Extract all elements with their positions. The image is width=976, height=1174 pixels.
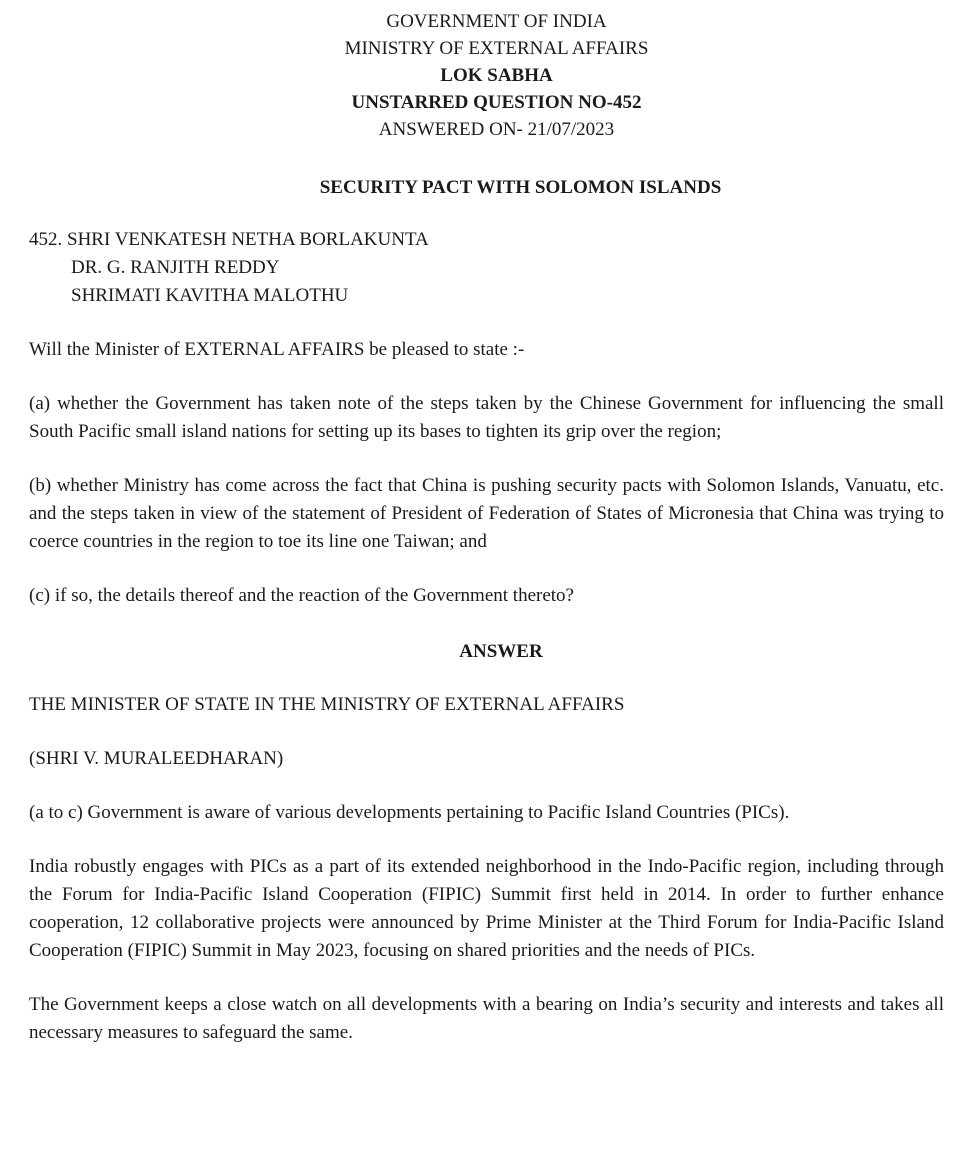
minister-name: (SHRI V. MURALEEDHARAN)	[29, 748, 284, 769]
answered-date-line: ANSWERED ON- 21/07/2023	[378, 119, 615, 140]
minister-title: THE MINISTER OF STATE IN THE MINISTRY OF EXTERNAL AFFAIRS	[29, 694, 625, 715]
questioner-item: SHRIMATI KAVITHA MALOTHU	[71, 285, 349, 306]
question-part-a: (a) whether the Government has taken note of the steps taken by the Chinese Government for influencing the small South Pacific small island nations for setting up its bases to tighten its grip over the region;	[29, 393, 944, 442]
question-part-c: (c) if so, the details thereof and the reaction of the Government thereto?	[29, 585, 574, 606]
answer-paragraph-1: (a to c) Government is aware of various developments pertaining to Pacific Island Countries (PICs).	[29, 802, 790, 823]
questioner-list	[29, 226, 944, 310]
house-line: LOK SABHA	[440, 65, 553, 86]
answer-paragraph-2: India robustly engages with PICs as a part of its extended neighborhood in the Indo-Pacific region, including through the Forum for India-Pacific Island Cooperation (FIPIC) Summit first held in 2014. In order to further enhance cooperation, 12 collaborative projects were announced by Prime Minister at the Third Forum for India-Pacific Island Cooperation (FIPIC) Summit in May 2023, focusing on shared priorities and the needs of PICs.	[29, 856, 944, 961]
ministry-line: MINISTRY OF EXTERNAL AFFAIRS	[344, 38, 649, 59]
questioner-item: DR. G. RANJITH REDDY	[71, 257, 280, 278]
question-subject: SECURITY PACT WITH SOLOMON ISLANDS	[319, 177, 722, 198]
question-part-b: (b) whether Ministry has come across the fact that China is pushing security pacts with Solomon Islands, Vanuatu, etc. and the steps taken in view of the statement of President of Federation of States of Micronesia that China was trying to coerce countries in the region to toe its line one Taiwan; and	[29, 475, 944, 552]
document-header	[29, 8, 944, 143]
question-number-line: UNSTARRED QUESTION NO-452	[351, 92, 642, 113]
question-intro: Will the Minister of EXTERNAL AFFAIRS be pleased to state :-	[29, 339, 525, 360]
answer-paragraph-3: The Government keeps a close watch on all developments with a bearing on India’s security and interests and takes all necessary measures to safeguard the same.	[29, 994, 944, 1043]
government-line: GOVERNMENT OF INDIA	[386, 11, 607, 32]
questioner-item: 452. SHRI VENKATESH NETHA BORLAKUNTA	[29, 229, 429, 250]
answer-heading: ANSWER	[459, 641, 543, 662]
